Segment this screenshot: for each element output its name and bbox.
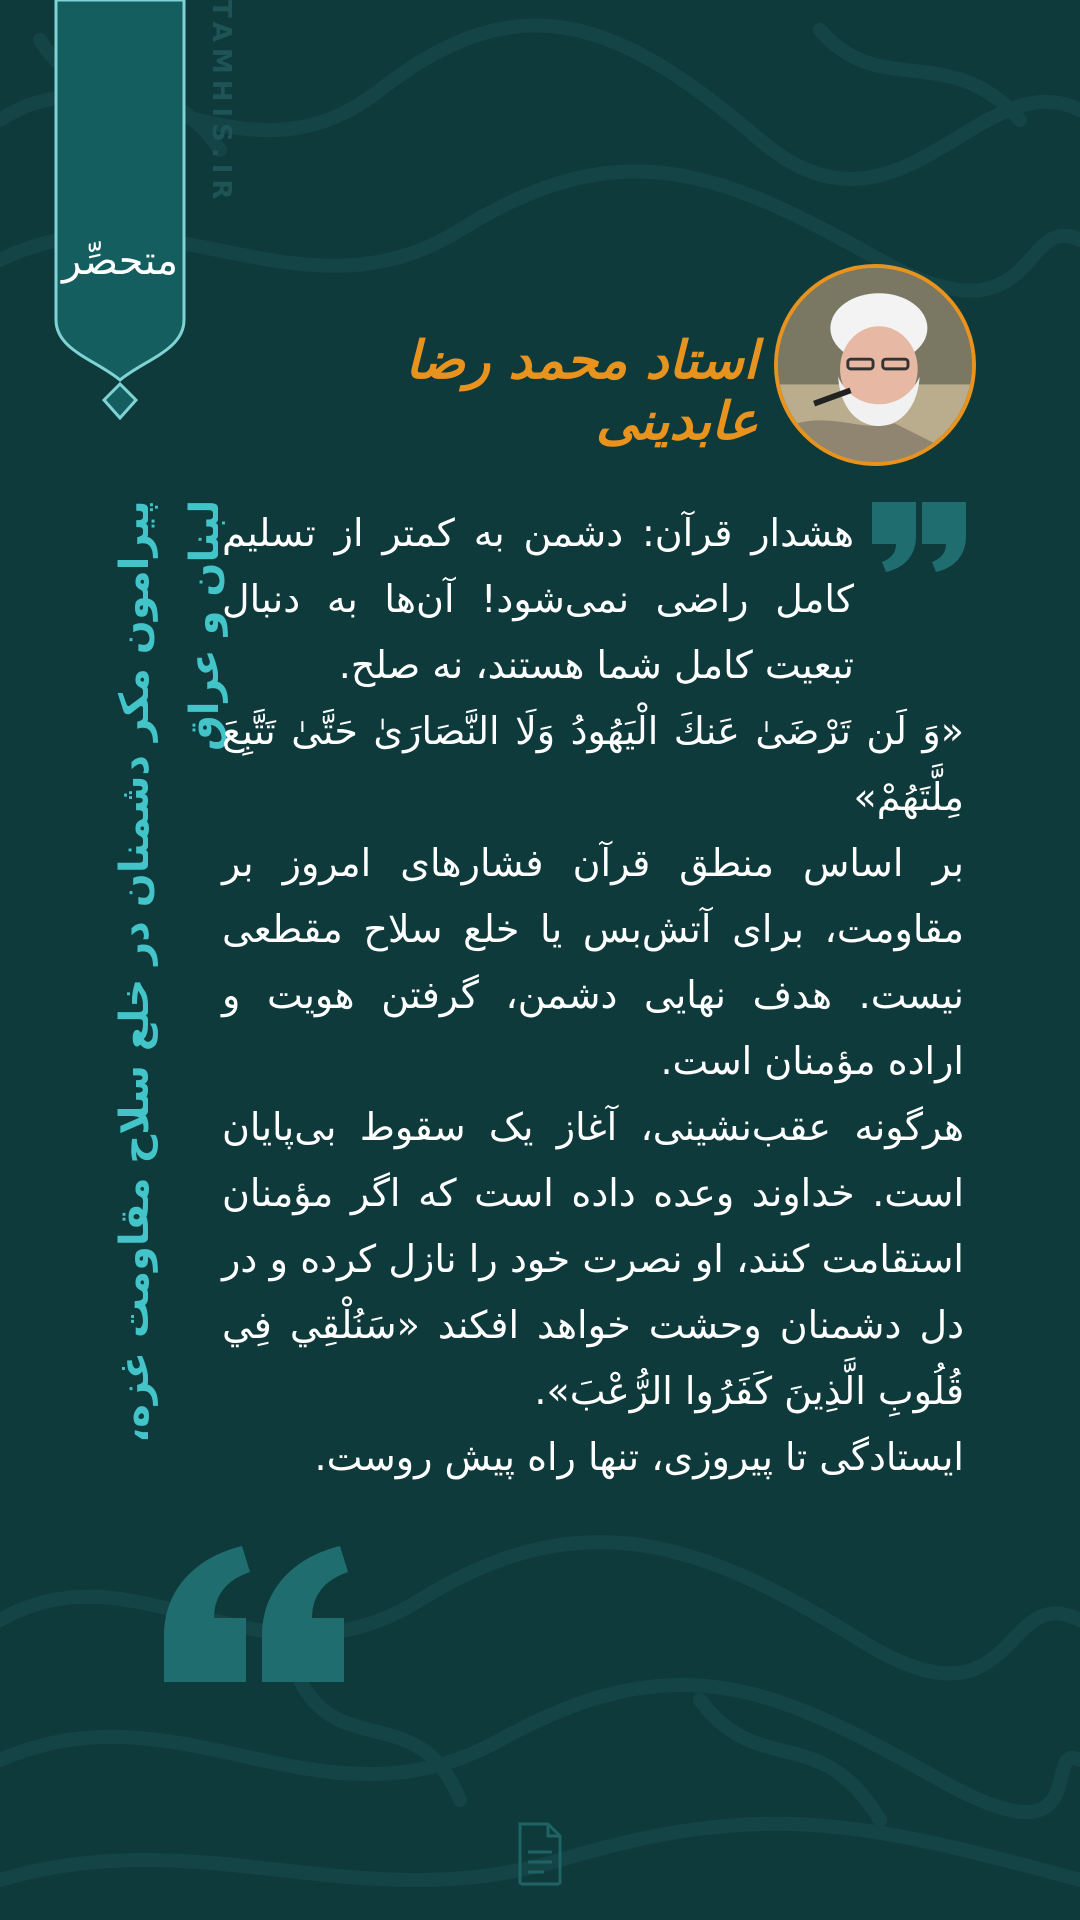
opening-quote-icon xyxy=(164,1546,348,1682)
paragraph-4: ایستادگی تا پیروزی، تنها راه پیش روست. xyxy=(314,1435,964,1479)
paragraph-verse-1: «وَ لَن تَرْضَىٰ عَنكَ الْيَهُودُ وَلَا النَّصَارَىٰ حَتَّىٰ تَتَّبِعَ مِلَّتَهُمْ» xyxy=(222,709,964,819)
brand-logo: متحصِّر xyxy=(61,238,179,284)
paragraph-2: بر اساس منطق قرآن فشارهای امروز بر مقاومت، برای آتش‌بس یا خلع سلاح مقطعی نیست. هدف نهایی دشمن، گرفتن هویت و اراده مؤمنان است. xyxy=(222,841,964,1083)
speaker-portrait-icon xyxy=(778,268,972,462)
site-url: TAMHIS.IR xyxy=(206,0,236,206)
paragraph-3: هرگونه عقب‌نشینی، آغاز یک سقوط بی‌پایان است. خداوند وعده داده است که اگر مؤمنان استقامت کنند، او نصرت خود را نازل کرده و در دل دشمنان وحشت خواهد افکند «سَنُلْقِي فِي قُلُوبِ الَّذِينَ كَفَرُوا الرُّعْبَ». xyxy=(222,1105,964,1413)
brand-ribbon xyxy=(54,0,186,420)
speaker-avatar xyxy=(774,264,976,466)
document-icon xyxy=(516,1822,564,1886)
speaker-name: استاد محمد رضا عابدینی xyxy=(405,330,758,452)
paragraph-1: هشدار قرآن: دشمن به کمتر از تسلیم کامل راضی نمی‌شود! آن‌ها به دنبال تبعیت کامل شما هستند، نه صلح. xyxy=(222,511,854,687)
page-title: پیرامون مکر دشمنان در خلع سلاح مقاومت غزه، لبنان و عراق xyxy=(112,500,228,1443)
quote-body xyxy=(222,500,964,1490)
